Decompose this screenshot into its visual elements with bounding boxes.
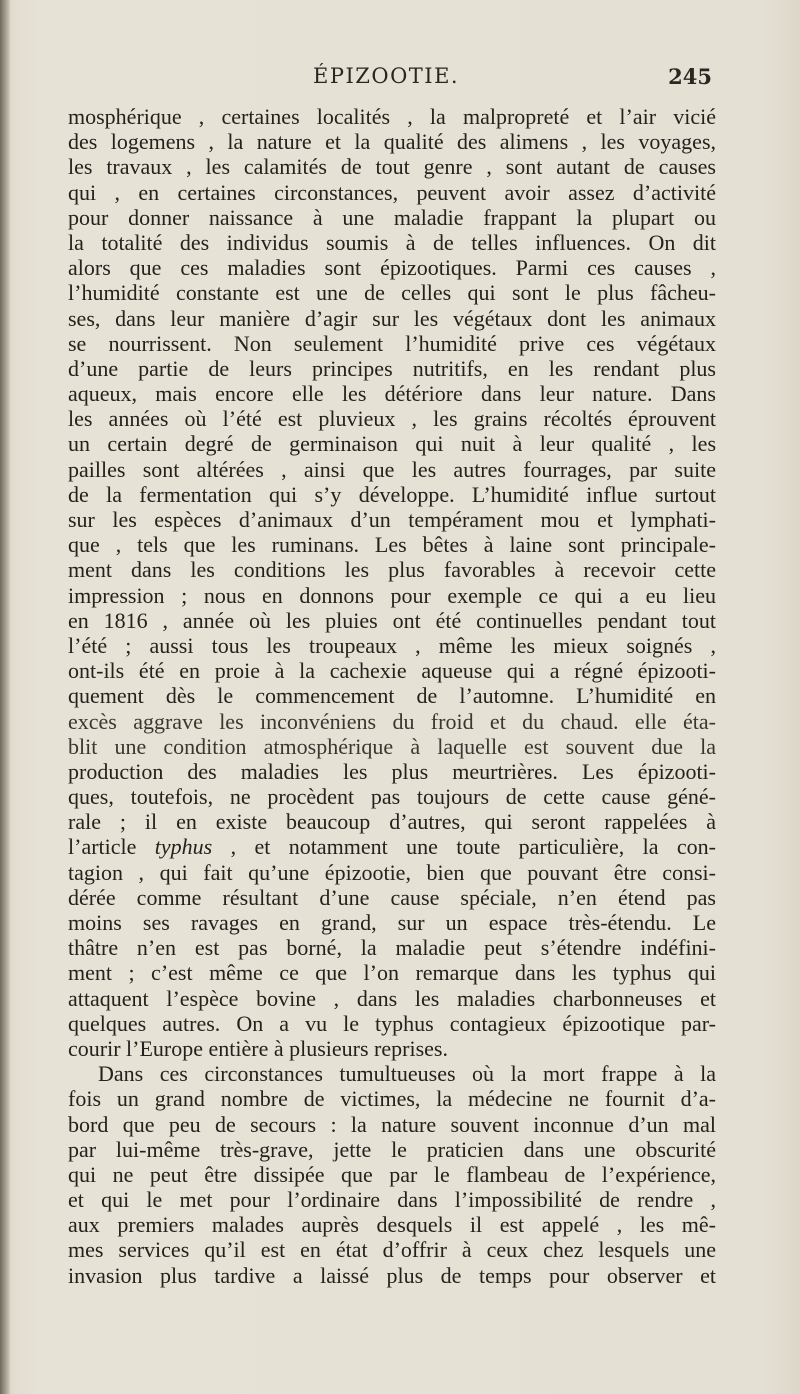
- text-line: fois un grand nombre de victimes, la médecine ne fournit d’a-: [68, 1086, 716, 1112]
- text-line: d’une partie de leurs principes nutritifs, en les rendant plus: [68, 355, 716, 381]
- text-line: production des maladies les plus meurtrières. Les épizooti-: [68, 758, 716, 784]
- text-line: l’été ; aussi tous les troupeaux , même les mieux soignés ,: [68, 632, 716, 658]
- text-line: par lui-même très-grave, jette le praticien dans une obscurité: [68, 1136, 716, 1162]
- text-line: des logemens , la nature et la qualité des alimens , les voyages,: [68, 129, 716, 155]
- text-line: thâtre n’en est pas borné, la maladie peut s’étendre indéfini-: [68, 935, 716, 961]
- text-line: les travaux , les calamités de tout genre , sont autant de causes: [68, 154, 716, 180]
- text-line: moins ses ravages en grand, sur un espace très-étendu. Le: [68, 910, 716, 935]
- text-line: et qui le met pour l’ordinaire dans l’impossibilité de rendre ,: [68, 1187, 716, 1213]
- text-line: ment dans les conditions les plus favorables à recevoir cette: [68, 557, 716, 583]
- text-line: attaquent l’espèce bovine , dans les maladies charbonneuses et: [68, 985, 716, 1011]
- text-line: se nourrissent. Non seulement l’humidité prive ces végétaux: [68, 330, 716, 356]
- text-line: ment ; c’est même ce que l’on remarque dans les typhus qui: [68, 960, 716, 986]
- text-line: dérée comme résultant d’une cause spéciale, n’en étend pas: [68, 884, 716, 910]
- text-line: ques, toutefois, ne procèdent pas toujours de cette cause géné-: [68, 784, 716, 810]
- text-line: alors que ces maladies sont épizootiques. Parmi ces causes ,: [68, 255, 716, 281]
- body-text: [68, 104, 716, 1288]
- text-line: ses, dans leur manière d’agir sur les végétaux dont les animaux: [68, 305, 716, 331]
- text-line: un certain degré de germinaison qui nuit à leur qualité , les: [68, 431, 716, 457]
- text-line: de la fermentation qui s’y développe. L’humidité influe surtout: [68, 481, 716, 507]
- text-line: bord que peu de secours : la nature souvent inconnue d’un mal: [68, 1111, 716, 1137]
- text-line: mes services qu’il est en état d’offrir à ceux chez lesquels une: [68, 1237, 716, 1263]
- text-line: aqueux, mais encore elle les détériore dans leur nature. Dans: [68, 381, 716, 407]
- text-line: pour donner naissance à une maladie frappant la plupart ou: [68, 204, 716, 230]
- text-line: mosphérique , certaines localités , la malpropreté et l’air vicié: [68, 104, 716, 129]
- page-header: [70, 64, 712, 98]
- text-line: sur les espèces d’animaux d’un tempérament mou et lymphati-: [68, 507, 716, 532]
- text-line: courir l’Europe entière à plusieurs reprises.: [68, 1035, 448, 1061]
- text-line: rale ; il en existe beaucoup d’autres, qui seront rappelées à: [68, 809, 716, 835]
- text-line: en 1816 , année où les pluies ont été continuelles pendant tout: [68, 607, 716, 633]
- page-number: 245: [668, 64, 712, 89]
- text-line: excès aggrave les inconvéniens du froid et du chaud. elle éta-: [68, 708, 716, 734]
- text-line: qui , en certaines circonstances, peuvent avoir assez d’activité: [68, 179, 716, 205]
- text-line: blit une condition atmosphérique à laquelle est souvent due la: [68, 733, 716, 759]
- text-line: l’humidité constante est une de celles qui sont le plus fâcheu-: [68, 280, 716, 306]
- text-line: tagion , qui fait qu’une épizootie, bien que pouvant être consi-: [68, 859, 716, 885]
- text-line: qui ne peut être dissipée que par le flambeau de l’expérience,: [68, 1161, 716, 1187]
- text-line: que , tels que les ruminans. Les bêtes à laine sont principale-: [68, 532, 716, 558]
- text-line: les années où l’été est pluvieux , les grains récoltés éprouvent: [68, 406, 716, 432]
- page-spine-shadow: [0, 0, 10, 1394]
- running-head: ÉPIZOOTIE.: [313, 64, 460, 88]
- text-line: invasion plus tardive a laissé plus de temps pour observer et: [68, 1262, 716, 1288]
- text-line: la totalité des individus soumis à de telles influences. On dit: [68, 229, 716, 255]
- text-line: quelques autres. On a vu le typhus contagieux épizootique par-: [68, 1010, 716, 1036]
- text-line: aux premiers malades auprès desquels il est appelé , les mê-: [68, 1212, 716, 1238]
- text-line: quement dès le commencement de l’automne. L’humidité en: [68, 683, 716, 709]
- text-line: impression ; nous en donnons pour exemple ce qui a eu lieu: [68, 582, 716, 608]
- text-line: l’article typhus , et notamment une toute particulière, la con-: [68, 834, 716, 860]
- paragraph-first-line: Dans ces circonstances tumultueuses où la mort frappe à la: [98, 1061, 716, 1087]
- text-line: pailles sont altérées , ainsi que les autres fourrages, par suite: [68, 456, 716, 482]
- text-line: ont-ils été en proie à la cachexie aqueuse qui a régné épizooti-: [68, 658, 716, 684]
